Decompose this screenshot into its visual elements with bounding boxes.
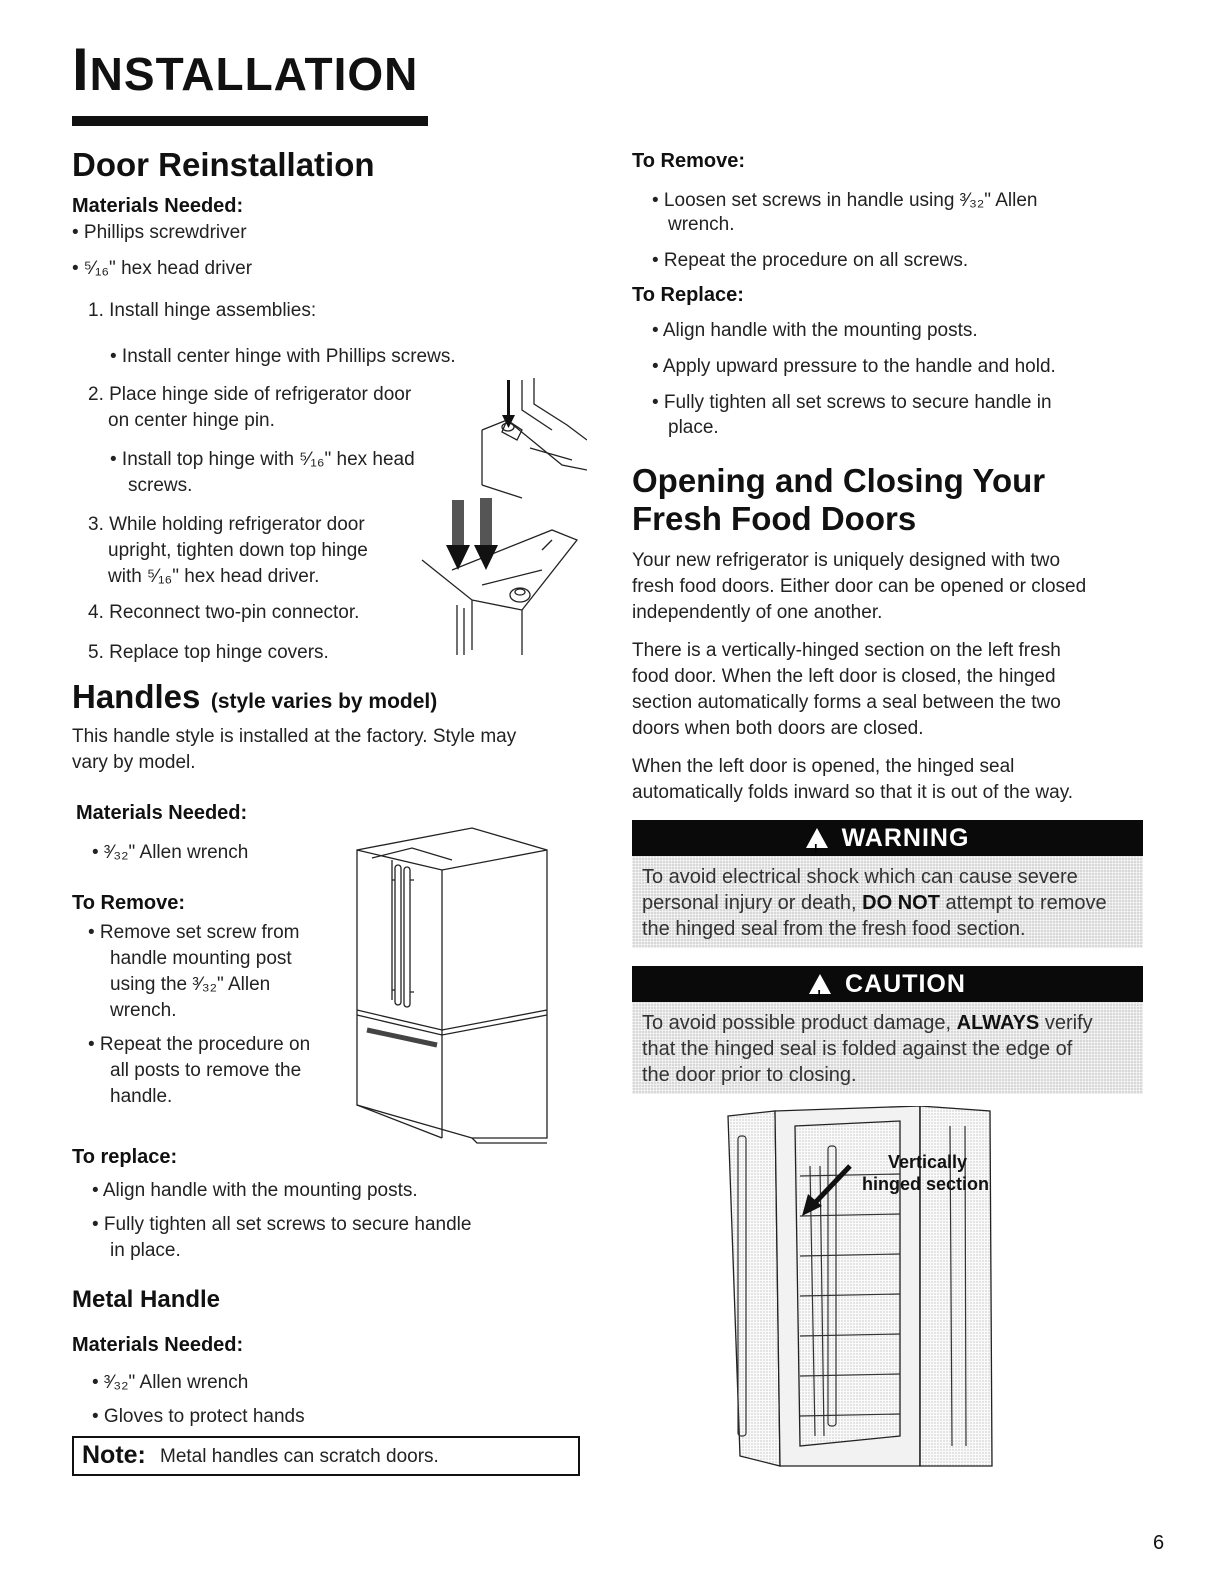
- caution-banner: [632, 966, 1143, 1002]
- note-label: Note:: [82, 1441, 146, 1469]
- caution-line-3: the door prior to closing.: [642, 1064, 857, 1086]
- handles-remove-6: all posts to remove the: [110, 1060, 302, 1081]
- title-rule: [72, 116, 428, 126]
- caution-label: CAUTION: [845, 970, 966, 998]
- note-text: Metal handles can scratch doors.: [160, 1446, 439, 1467]
- caution-line-2: that the hinged seal is folded against the edge of: [642, 1038, 1073, 1060]
- caution-line-1: [642, 1010, 1093, 1036]
- door-step-3-line-2: upright, tighten down top hinge: [108, 540, 368, 561]
- page-title: [72, 36, 419, 103]
- door-step-2-sub-line-1: • Install top hinge with ⁵⁄₁₆" hex head: [110, 449, 415, 470]
- door-step-2-line-2: on center hinge pin.: [108, 410, 275, 431]
- warning-label: WARNING: [841, 824, 970, 852]
- door-reinstallation-heading: Door Reinstallation: [72, 146, 375, 183]
- door-material-2: • ⁵⁄₁₆" hex head driver: [72, 258, 253, 279]
- metal-material-1: • ³⁄₃₂" Allen wrench: [92, 1372, 249, 1393]
- warning-box: [632, 856, 1143, 948]
- handles-intro-line-1: This handle style is installed at the factory. Style may: [72, 726, 517, 747]
- refrigerator-illustration: [352, 820, 557, 1145]
- handles-remove-label: To Remove:: [72, 892, 185, 914]
- warning-line-2-a: personal injury or death,: [642, 892, 857, 914]
- handles-replace-1: • Align handle with the mounting posts.: [92, 1180, 418, 1201]
- right-replace-2: • Apply upward pressure to the handle and hold.: [652, 356, 1056, 377]
- door-step-1-sub: • Install center hinge with Phillips screws.: [110, 346, 456, 367]
- door-step-5: 5. Replace top hinge covers.: [88, 642, 329, 663]
- handles-remove-7: handle.: [110, 1086, 173, 1107]
- right-remove-1: • Loosen set screws in handle using ³⁄₃₂" Allen: [652, 190, 1038, 211]
- metal-materials-label: Materials Needed:: [72, 1334, 244, 1356]
- caution-line-1-a: To avoid possible product damage,: [642, 1012, 952, 1034]
- hinged-section-illustration: [720, 1106, 1002, 1474]
- opening-p2-line-1: There is a vertically-hinged section on the left fresh: [632, 640, 1061, 661]
- handles-replace-3: in place.: [110, 1240, 181, 1261]
- callout-line-2: hinged section: [862, 1174, 990, 1194]
- right-replace-4: place.: [668, 417, 719, 438]
- door-step-1: 1. Install hinge assemblies:: [88, 300, 317, 321]
- handles-remove-2: handle mounting post: [110, 948, 292, 969]
- door-step-2-line-1: 2. Place hinge side of refrigerator door: [88, 384, 412, 405]
- opening-p1-line-2: fresh food doors. Either door can be opened or closed: [632, 576, 1087, 597]
- handles-remove-1: • Remove set screw from: [88, 922, 300, 943]
- handles-replace-label: To replace:: [72, 1146, 178, 1168]
- warning-line-1: To avoid electrical shock which can cause severe: [642, 866, 1078, 888]
- door-step-3-line-3: with ⁵⁄₁₆" hex head driver.: [108, 566, 320, 587]
- handles-title: Handles: [72, 678, 201, 715]
- door-step-4: 4. Reconnect two-pin connector.: [88, 602, 360, 623]
- page-number: 6: [1153, 1532, 1165, 1554]
- right-remove-2: wrench.: [668, 214, 735, 235]
- opening-heading-line-1: Opening and Closing Your: [632, 462, 1046, 499]
- opening-p2-line-3: section automatically forms a seal between the two: [632, 692, 1061, 713]
- door-material-1: • Phillips screwdriver: [72, 222, 247, 243]
- caution-line-1-c: verify: [1044, 1012, 1093, 1034]
- handles-subtitle: (style varies by model): [210, 690, 438, 713]
- warning-do-not: DO NOT: [862, 892, 940, 914]
- page-title-initial: I: [72, 36, 90, 103]
- caution-always: ALWAYS: [956, 1012, 1040, 1034]
- hinge-illustration: [412, 370, 587, 660]
- door-materials-label: Materials Needed:: [72, 195, 244, 217]
- callout-line-1: Vertically: [888, 1152, 968, 1172]
- note-box: [72, 1436, 580, 1476]
- handles-remove-3: using the ³⁄₃₂" Allen: [110, 974, 271, 995]
- door-step-2-sub-line-2: screws.: [128, 475, 193, 496]
- right-replace-label: To Replace:: [632, 284, 744, 306]
- right-remove-3: • Repeat the procedure on all screws.: [652, 250, 969, 271]
- warning-triangle-icon: [806, 828, 828, 848]
- handles-heading: [72, 678, 437, 716]
- handles-materials-label: Materials Needed:: [76, 802, 248, 824]
- handles-intro-line-2: vary by model.: [72, 752, 196, 773]
- caution-box: [632, 1002, 1143, 1094]
- opening-p3-line-2: automatically folds inward so that it is out of the way.: [632, 782, 1074, 803]
- caution-triangle-icon: [809, 974, 831, 994]
- opening-p2-line-2: food door. When the left door is closed, the hinged: [632, 666, 1056, 687]
- handles-remove-5: • Repeat the procedure on: [88, 1034, 311, 1055]
- page-title-rest: NSTALLATION: [89, 48, 419, 100]
- handles-replace-2: • Fully tighten all set screws to secure handle: [92, 1214, 472, 1235]
- warning-line-3: the hinged seal from the fresh food section.: [642, 918, 1026, 940]
- warning-banner: [632, 820, 1143, 856]
- opening-p3-line-1: When the left door is opened, the hinged seal: [632, 756, 1015, 777]
- opening-p1-line-3: independently of one another.: [632, 602, 883, 623]
- warning-line-2: [642, 890, 1107, 916]
- opening-p1-line-1: Your new refrigerator is uniquely designed with two: [632, 550, 1061, 571]
- right-replace-3: • Fully tighten all set screws to secure handle in: [652, 392, 1052, 413]
- metal-handle-heading: Metal Handle: [72, 1286, 221, 1313]
- door-step-3-line-1: 3. While holding refrigerator door: [88, 514, 365, 535]
- warning-line-2-c: attempt to remove: [945, 892, 1107, 914]
- opening-p2-line-4: doors when both doors are closed.: [632, 718, 924, 739]
- handles-material: • ³⁄₃₂" Allen wrench: [92, 842, 249, 863]
- metal-material-2: • Gloves to protect hands: [92, 1406, 305, 1427]
- right-remove-label: To Remove:: [632, 150, 745, 172]
- handles-remove-4: wrench.: [110, 1000, 177, 1021]
- right-replace-1: • Align handle with the mounting posts.: [652, 320, 978, 341]
- opening-heading-line-2: Fresh Food Doors: [632, 500, 917, 537]
